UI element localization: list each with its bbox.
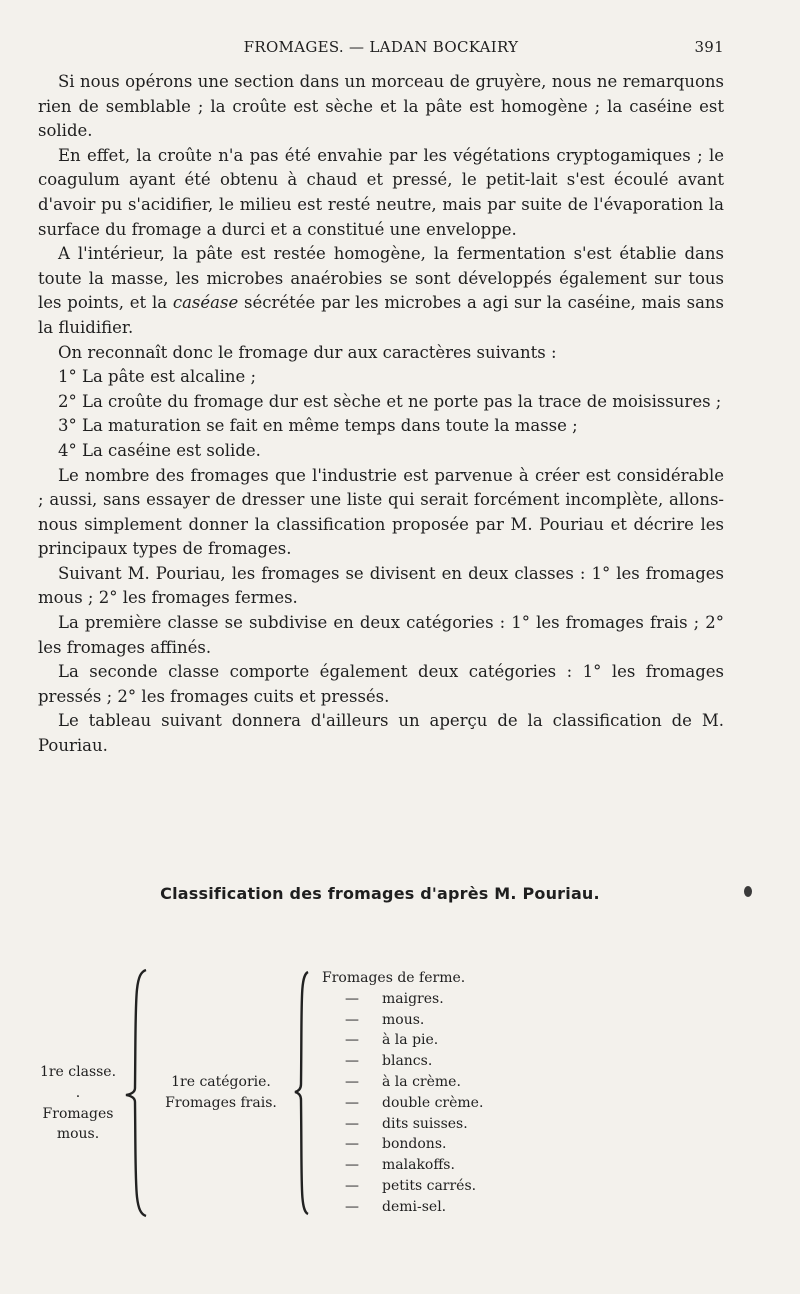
list-item: 1° La pâte est alcaline ; xyxy=(58,367,257,387)
list-row xyxy=(322,1176,483,1197)
list-row xyxy=(322,968,483,989)
list-heading: Fromages de ferme. xyxy=(322,970,466,986)
paragraph-part: A l'intérieur, la pâte est restée homogène, la fermentation s'est établie dans toute la masse, les microbes anaérobies se sont développés également sur tous les points, et la xyxy=(38,244,724,313)
running-header xyxy=(38,38,724,60)
list-row xyxy=(322,989,483,1010)
list-row xyxy=(322,1072,483,1093)
paragraph: La seconde classe comporte également deux catégories : 1° les fromages pressés ; 2° les fromages cuits et pressés. xyxy=(38,662,724,706)
list-row xyxy=(322,1051,483,1072)
list-item: blancs. xyxy=(382,1053,433,1070)
list-row xyxy=(322,1155,483,1176)
header-title: FROMAGES. — LADAN BOCKAIRY xyxy=(243,38,519,56)
category-label-line: Fromages frais. xyxy=(165,1094,277,1111)
list-item: bondons. xyxy=(382,1136,447,1153)
list-item: dits suisses. xyxy=(382,1115,468,1132)
page-number: 391 xyxy=(694,38,724,56)
list-item: malakoffs. xyxy=(382,1157,455,1174)
paragraph: Si nous opérons une section dans un morceau de gruyère, nous ne remarquons rien de semblable ; la croûte est sèche et la pâte est homogène ; la caséine est solide. xyxy=(38,72,724,141)
list-item: maigres. xyxy=(382,990,444,1007)
cheese-list xyxy=(322,968,483,1218)
list-item: à la pie. xyxy=(382,1032,439,1049)
ditto-dash: — xyxy=(345,1115,359,1132)
paragraph xyxy=(38,242,724,340)
list-item: petits carrés. xyxy=(382,1177,477,1194)
list-row xyxy=(322,1134,483,1155)
class-label-line: 1re classe. . xyxy=(39,1064,117,1101)
list-item: à la crème. xyxy=(382,1073,461,1090)
paragraph: Suivant M. Pouriau, les fromages se divisent en deux classes : 1° les fromages mous ; 2° les fromages fermes. xyxy=(38,563,724,608)
ditto-dash: — xyxy=(345,1053,359,1070)
list-item: double crème. xyxy=(382,1094,484,1111)
ditto-dash: — xyxy=(345,1136,359,1153)
category-label-line: 1re catégorie. xyxy=(171,1074,271,1090)
ditto-dash: — xyxy=(345,990,359,1007)
list-item: 3° La maturation se fait en même temps dans toute la masse ; xyxy=(58,416,578,436)
category-brace xyxy=(292,970,314,1216)
table-caption: Classification des fromages d'après M. Pouriau. xyxy=(160,884,600,903)
list-row xyxy=(322,1114,483,1135)
ditto-dash: — xyxy=(345,1032,359,1049)
list-row xyxy=(322,1197,483,1218)
paragraph: Le nombre des fromages que l'industrie est parvenue à créer est considérable ; aussi, sans essayer de dresser une liste qui serait forcément incomplète, allons-nous simplement donner la classification proposée par M. Pouriau et décrire les principaux types de fromages. xyxy=(38,465,724,559)
paragraph: La première classe se subdivise en deux catégories : 1° les fromages frais ; 2° les fromages affinés. xyxy=(38,613,724,657)
body-text xyxy=(38,70,724,759)
list-item: demi-sel. xyxy=(382,1198,447,1215)
category-label xyxy=(156,1072,286,1114)
paragraph: On reconnaît donc le fromage dur aux caractères suivants : xyxy=(58,342,557,362)
paragraph: En effet, la croûte n'a pas été envahie par les végétations cryptogamiques ; le coagulum ayant été obtenu à chaud et pressé, le petit-lait s'est écoulé avant d'avoir pu s'acidifier, le milieu est resté neutre, mais par suite de l'évaporation la surface du fromage a durci et a constitué une enveloppe. xyxy=(38,145,724,239)
ditto-dash: — xyxy=(345,1073,359,1090)
paragraph: Le tableau suivant donnera d'ailleurs un aperçu de la classification de M. Pouriau. xyxy=(38,711,724,756)
list-row xyxy=(322,1030,483,1051)
class-label xyxy=(38,1062,118,1145)
ditto-dash: — xyxy=(345,1157,359,1174)
list-item: mous. xyxy=(382,1011,425,1028)
class-brace xyxy=(122,968,152,1218)
list-row xyxy=(322,1093,483,1114)
list-item: 2° La croûte du fromage dur est sèche et ne porte pas la trace de moisissures ; xyxy=(58,391,722,411)
class-label-line: Fromages xyxy=(42,1105,114,1122)
ditto-dash: — xyxy=(345,1011,359,1028)
class-label-line: mous. xyxy=(56,1126,100,1143)
paragraph-part: sécrétée par les microbes a agi sur la caséine, mais sans la fluidifier. xyxy=(38,293,725,337)
italic-term: caséase xyxy=(172,293,239,313)
list-row xyxy=(322,1010,483,1031)
list-item: 4° La caséine est solide. xyxy=(58,440,261,460)
ditto-dash: — xyxy=(345,1198,359,1215)
ink-spot xyxy=(744,886,752,897)
ditto-dash: — xyxy=(345,1094,359,1111)
ditto-dash: — xyxy=(345,1177,359,1194)
